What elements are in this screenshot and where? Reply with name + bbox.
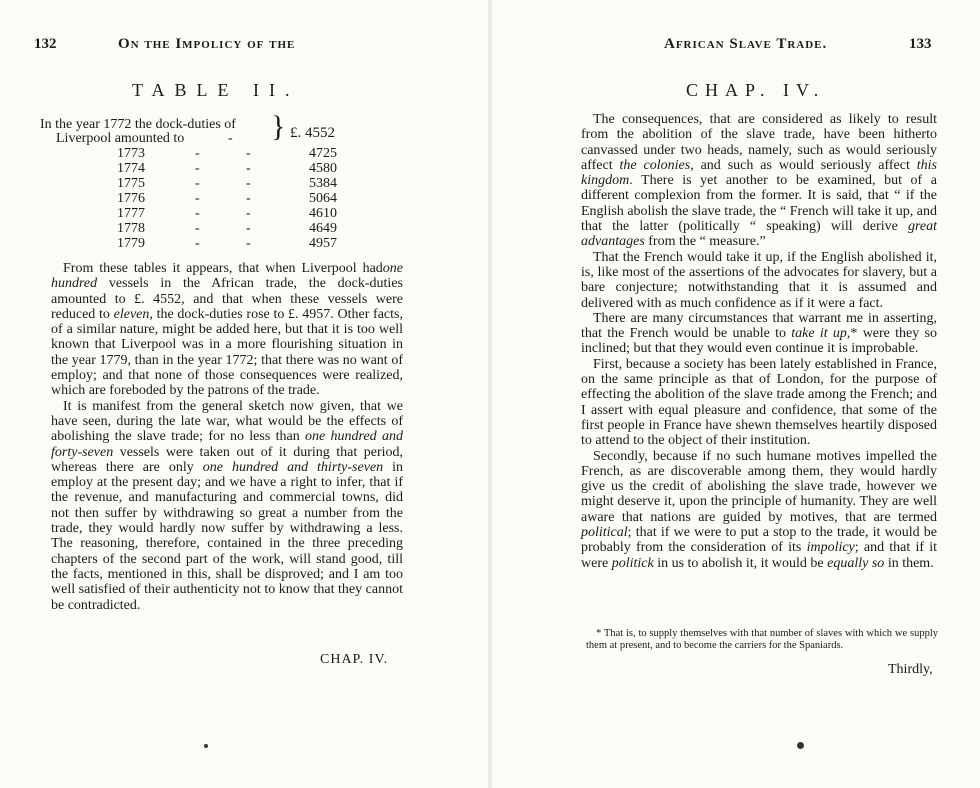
table-value: 4957 xyxy=(309,236,337,251)
table-year: 1779 xyxy=(117,236,145,251)
table-value: 5384 xyxy=(309,176,337,191)
left-body-text xyxy=(51,261,403,613)
table-value: 5064 xyxy=(309,191,337,206)
page-number-right: 133 xyxy=(909,36,932,52)
paragraph: That the French would take it up, if the English abolished it, is, like most of the assertions of the advocates for slavery, but a bare conjecture; notwithstanding that it is assumed and delivered with as much confidence as if it were a fact. xyxy=(581,249,937,311)
paragraph: The consequences, that are considered as likely to result from the abolition of the slave trade, have been hitherto canvassed under two heads, namely, such as would seriously affect the colonies, and such as would seriously affect this kingdom. There is yet another to be examined, but of a different complexion from the former. It is said, that “ if the English abolish the slave trade, the “ French will take it up, and that the latter (politically “ speaking) will derive great advantages from the “ measure.” xyxy=(581,112,937,250)
paragraph: From these tables it appears, that when Liverpool hadone hundred vessels in the African trade, the dock-duties amounted to £. 4552, and that when these vessels were reduced to eleven, the dock-duties rose to £. 4957. Other facts, of a similar nature, might be added here, but that it is too well known that Liverpool was in a more flourishing situation in the year 1779, than in the year 1772; that there was no want of employ; and that none of those consequences were realized, which are foreboded by the patrons of the trade. xyxy=(51,261,403,399)
paragraph: First, because a society has been lately established in France, on the same principle as that of London, for the purpose of effecting the abolition of the slave trade among the French; and I assert with equal pleasure and confidence, that some of the first people in France have shewn themselves heartily disposed to attend to the object of their institution. xyxy=(581,356,937,449)
paper-speck xyxy=(204,744,208,748)
paragraph: Secondly, because if no such humane motives impelled the French, as are discoverable among them, they would hardly give us the credit of abolishing the slave trade, however we might deserve it, upon the principle of humanity. They are well aware that nations are guided by motives, that are termed political; that if we were to put a stop to the trade, it would be probably from the consideration of its impolicy; and that if it were politick in us to abolish it, it would be equally so in them. xyxy=(581,448,937,571)
right-page xyxy=(490,0,980,788)
table-intro-line1: In the year 1772 the dock-duties of xyxy=(40,117,236,132)
table-value: 4580 xyxy=(309,161,337,176)
page-number-left: 132 xyxy=(34,36,57,52)
table-year: 1773 xyxy=(117,146,145,161)
paragraph: There are many circumstances that warrant me in asserting, that the French would be unable to take it up,* were they so inclined; but that they would even continue it is improbable. xyxy=(581,310,937,357)
table-value: 4725 xyxy=(309,146,337,161)
table-intro-value: £. 4552 xyxy=(290,125,335,141)
table-year: 1774 xyxy=(117,161,145,176)
paragraph: It is manifest from the general sketch now given, that we have seen, during the late war, what would be the effects of abolishing the slave trade; for no less than one hundred and forty-seven vessels were taken out of it during that period, whereas there are only one hundred and thirty-seven in employ at the present day; and we have a right to infer, that if the revenue, and manufacturing and commercial towns, did not then suffer by withdrawing so great a number from the trade, they would hardly now suffer by withdrawing a less. The reasoning, therefore, contained in the three preceding chapters of the second part of the work, will stand good, till the facts, mentioned in this, shall be disproved; and I am too well satisfied of their authenticity not to know that they cannot be contradicted. xyxy=(51,398,404,613)
running-head-right: African Slave Trade. xyxy=(664,36,828,52)
table-year: 1776 xyxy=(117,191,145,206)
table-year: 1775 xyxy=(117,176,145,191)
table-year: 1777 xyxy=(117,206,145,221)
table-intro-dash: - xyxy=(228,131,233,146)
table-value: 4610 xyxy=(309,206,337,221)
table-value: 4649 xyxy=(309,221,337,236)
chapter-heading: CHAP. IV. xyxy=(686,80,826,100)
table-title: TABLE II. xyxy=(132,80,300,100)
catchword-left: CHAP. IV. xyxy=(320,652,389,667)
right-body-text xyxy=(581,112,937,571)
table-year: 1778 xyxy=(117,221,145,236)
table-intro-line2: Liverpool amounted to xyxy=(56,131,185,146)
footnote: * That is, to supply themselves with that number of slaves with which we supply them at present, and to become the carriers for the Spaniards. xyxy=(586,628,938,651)
catchword-right: Thirdly, xyxy=(888,662,933,677)
paper-speck xyxy=(797,742,804,749)
running-head-left: On the Impolicy of the xyxy=(118,36,296,52)
left-page: 132 On the Impolicy of the TABLE II. In the year 1772 the dock-duties of Liverpool amounted to - } £. 4552 1773 - - 4725 1774 - - 4580 1775 - - 5384 1776 - - 5064 1777 - - 4610 1778 - - 4649 1779 - - 4957 From these tables it appears, that when Liverpool hadone hundred vessels in the African trade, the dock-duties amounted to £. 4552, and that when these vessels were reduced to eleven, the dock-duties rose to £. 4957. Other facts, of a similar nature, might be added here, but that it is too well known that Liverpool was in a more flourishing situation in the year 1779, than in the year 1772; that there was no want of employ; and that none of those consequences were realized, which are foreboded by the patrons of the trade. It is manifest from the general sketch now given, that we have seen, during the late war, what would be the effects of abolishing the slave trade; for no less than one hundred and forty-seven vessels were taken out of it during that period, whereas there are only one hundred and thirty-seven in employ at the present day; and we have a right to infer, that if the revenue, and manufacturing and commercial towns, did not then suffer by withdrawing so great a number from the trade, they would hardly now suffer by withdrawing a less. The reasoning, therefore, contained in the three preceding chapters of the second part of the work, will stand good, till the facts, mentioned in this, shall be disproved; and I am too well satisfied of their authenticity not to know that they cannot be contradicted. CHAP. IV. xyxy=(0,0,490,788)
table-brace: } xyxy=(271,110,286,143)
